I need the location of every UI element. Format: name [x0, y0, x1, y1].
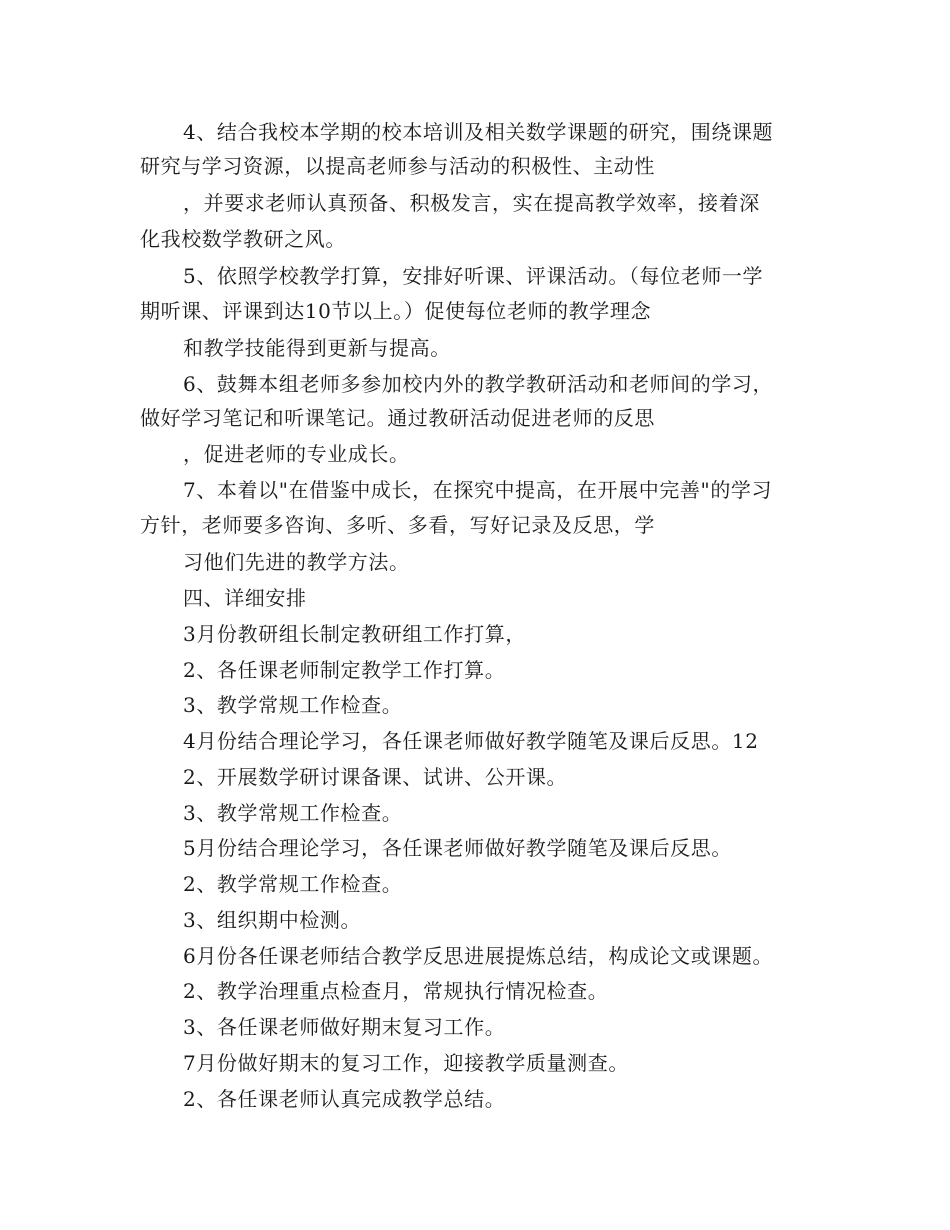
paragraph-line: ，并要求老师认真预备、积极发言，实在提高教学效率，接着深: [183, 191, 760, 215]
paragraph-line: 和教学技能得到更新与提高。: [183, 336, 451, 360]
schedule-line: 2、教学治理重点检查月，常规执行情况检查。: [183, 979, 609, 1003]
schedule-line: 2、各任课老师制定教学工作打算。: [183, 658, 506, 682]
section-heading: 四、详细安排: [183, 586, 307, 610]
schedule-line: 3月份教研组长制定教研组工作打算，: [183, 622, 526, 646]
schedule-line: 2、开展数学研讨课备课、试讲、公开课。: [183, 765, 568, 789]
paragraph-line: 4、结合我校本学期的校本培训及相关数学课题的研究，围绕课题: [183, 120, 774, 144]
paragraph-line: ，促进老师的专业成长。: [183, 442, 410, 466]
paragraph-line: 7、本着以"在借鉴中成长，在探究中提高，在开展中完善"的学习: [183, 478, 773, 502]
schedule-line: 2、教学常规工作检查。: [183, 872, 403, 896]
paragraph-line: 研究与学习资源，以提高老师参与活动的积极性、主动性: [140, 154, 655, 178]
paragraph-line: 5、依照学校教学打算，安排好听课、评课活动。（每位老师一学: [183, 264, 764, 288]
schedule-line: 3、教学常规工作检查。: [183, 693, 403, 717]
schedule-line: 3、各任课老师做好期末复习工作。: [183, 1015, 506, 1039]
paragraph-line: 习他们先进的教学方法。: [183, 550, 410, 574]
schedule-line: 4月份结合理论学习，各任课老师做好教学随笔及课后反思。12: [183, 729, 759, 753]
paragraph-line: 方针，老师要多咨询、多听、多看，写好记录及反思，学: [140, 513, 655, 537]
schedule-line: 6月份各任课老师结合教学反思进展提炼总结，构成论文或课题。: [183, 944, 774, 968]
schedule-line: 2、各任课老师认真完成教学总结。: [183, 1087, 506, 1111]
schedule-line: 3、组织期中检测。: [183, 908, 362, 932]
schedule-line: 3、教学常规工作检查。: [183, 801, 403, 825]
schedule-line: 7月份做好期末的复习工作，迎接教学质量测查。: [183, 1051, 629, 1075]
schedule-line: 5月份结合理论学习，各任课老师做好教学随笔及课后反思。: [183, 836, 732, 860]
paragraph-line: 6、鼓舞本组老师多参加校内外的教学教研活动和老师间的学习，: [183, 372, 774, 396]
paragraph-line: 化我校数学教研之风。: [140, 227, 346, 251]
paragraph-line: 期听课、评课到达10节以上。）促使每位老师的教学理念: [140, 299, 652, 323]
paragraph-line: 做好学习笔记和听课笔记。通过教研活动促进老师的反思: [140, 406, 655, 430]
